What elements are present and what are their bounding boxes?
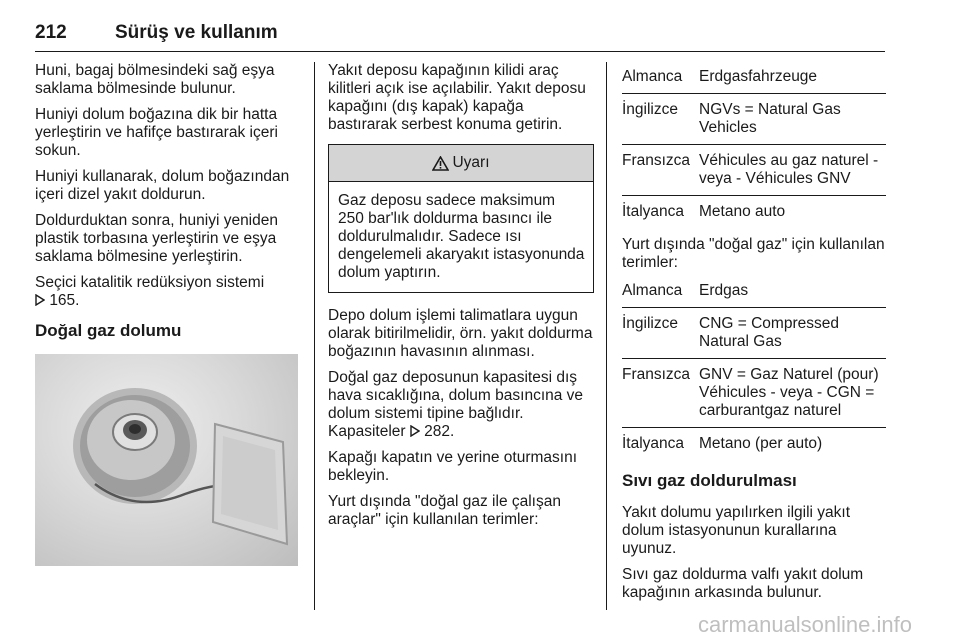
- reference-page[interactable]: 282.: [424, 423, 455, 440]
- table-row: [622, 66, 886, 94]
- column-3: [622, 62, 890, 610]
- term-cell: Metano auto: [699, 196, 886, 229]
- language-cell: Fransızca: [622, 359, 699, 428]
- paragraph: Yurt dışında "doğal gaz" için kullanılan terimler:: [622, 236, 885, 271]
- table-row: [622, 145, 886, 196]
- gas-terms-table: [622, 280, 886, 460]
- column-divider: [606, 62, 607, 610]
- section-heading: Sıvı gaz doldurulması: [622, 471, 797, 490]
- watermark: carmanualsonline.info: [697, 612, 912, 637]
- paragraph: Depo dolum işlemi talimatlara uygun olarak bitirilmelidir, örn. yakıt doldurma boğazının havasının alınması.: [328, 307, 593, 360]
- paragraph: Huniyi dolum boğazına dik bir hatta yerleştirin ve hafifçe bastırarak içeri sokun.: [35, 106, 278, 159]
- language-cell: İngilizce: [622, 308, 699, 359]
- table-row: [622, 196, 886, 229]
- warning-header: [329, 145, 593, 182]
- table-row: [622, 428, 886, 461]
- paragraph: Sıvı gaz doldurma valfı yakıt dolum kapağının arkasında bulunur.: [622, 566, 864, 601]
- paragraph: Huni, bagaj bölmesindeki sağ eşya saklama bölmesinde bulunur.: [35, 62, 275, 97]
- paragraph-text: Doğal gaz deposunun kapasitesi dış hava sıcaklığına, dolum basıncına ve dolum sistemi tipine bağlıdır. Kapasiteler: [328, 369, 584, 440]
- reference-page: 165.: [49, 292, 80, 309]
- warning-triangle-icon: [432, 156, 449, 171]
- cross-reference[interactable]: [35, 274, 305, 310]
- page-number: 212: [35, 22, 67, 43]
- warning-text: Gaz deposu sadece maksimum 250 bar'lık doldurma basıncı ile doldurulmalıdır. Sadece ısı dengelemeli akaryakıt istasyonunda dolum yaptırın.: [338, 192, 585, 281]
- table-row: [622, 308, 886, 359]
- language-cell: İtalyanca: [622, 196, 699, 229]
- column-2: [328, 62, 596, 537]
- paragraph: Yakıt dolumu yapılırken ilgili yakıt dolum istasyonunun kurallarına uyunuz.: [622, 504, 851, 557]
- header-rule: [35, 51, 885, 52]
- term-cell: Erdgas: [699, 282, 749, 299]
- paragraph: Kapağı kapatın ve yerine oturmasını bekleyin.: [328, 449, 578, 484]
- language-cell: Fransızca: [622, 145, 699, 196]
- column-1: [35, 62, 305, 566]
- table-row: [622, 359, 886, 428]
- cng-filler-illustration: [35, 354, 298, 566]
- term-cell: Metano (per auto): [699, 428, 886, 461]
- paragraph: Huniyi kullanarak, dolum boğazından içeri dizel yakıt doldurun.: [35, 168, 290, 203]
- paragraph: Doldurduktan sonra, huniyi yeniden plastik torbasına yerleştirin ve eşya saklama bölmesine yerleştirin.: [35, 212, 278, 265]
- page-reference-arrow-icon: [35, 294, 45, 306]
- table-row: [622, 280, 886, 308]
- page-header: [35, 22, 885, 50]
- paragraph: [328, 369, 596, 441]
- paragraph: Yurt dışında "doğal gaz ile çalışan araçlar" için kullanılan terimler:: [328, 493, 561, 528]
- paragraph: Yakıt deposu kapağının kilidi araç kilitleri açık ise açılabilir. Yakıt deposu kapağını (dış kapak) kapağa bastırarak serbest konuma getirin.: [328, 62, 586, 133]
- term-cell: NGVs = Natural Gas Vehicles: [699, 94, 886, 145]
- fuel-filler-cap-photo: [35, 354, 298, 566]
- language-cell: İtalyanca: [622, 428, 699, 461]
- term-cell: CNG = Compressed Natural Gas: [699, 308, 886, 359]
- term-cell: GNV = Gaz Naturel (pour) Véhicules - veya - CGN = carburantgaz naturel: [699, 359, 886, 428]
- section-heading: Doğal gaz dolumu: [35, 321, 182, 340]
- chapter-title: Sürüş ve kullanım: [115, 22, 278, 43]
- page-reference-arrow-icon: [410, 425, 420, 437]
- column-divider: [314, 62, 315, 610]
- language-cell: Almanca: [622, 68, 683, 85]
- vehicle-terms-table: [622, 66, 886, 228]
- table-row: [622, 94, 886, 145]
- term-cell: Véhicules au gaz naturel - veya - Véhicules GNV: [699, 145, 886, 196]
- language-cell: İngilizce: [622, 94, 699, 145]
- term-cell: Erdgasfahrzeuge: [699, 68, 818, 85]
- warning-title: Uyarı: [452, 154, 490, 171]
- reference-text: Seçici katalitik redüksiyon sistemi: [35, 274, 265, 291]
- warning-box: [328, 144, 594, 293]
- language-cell: Almanca: [622, 282, 683, 299]
